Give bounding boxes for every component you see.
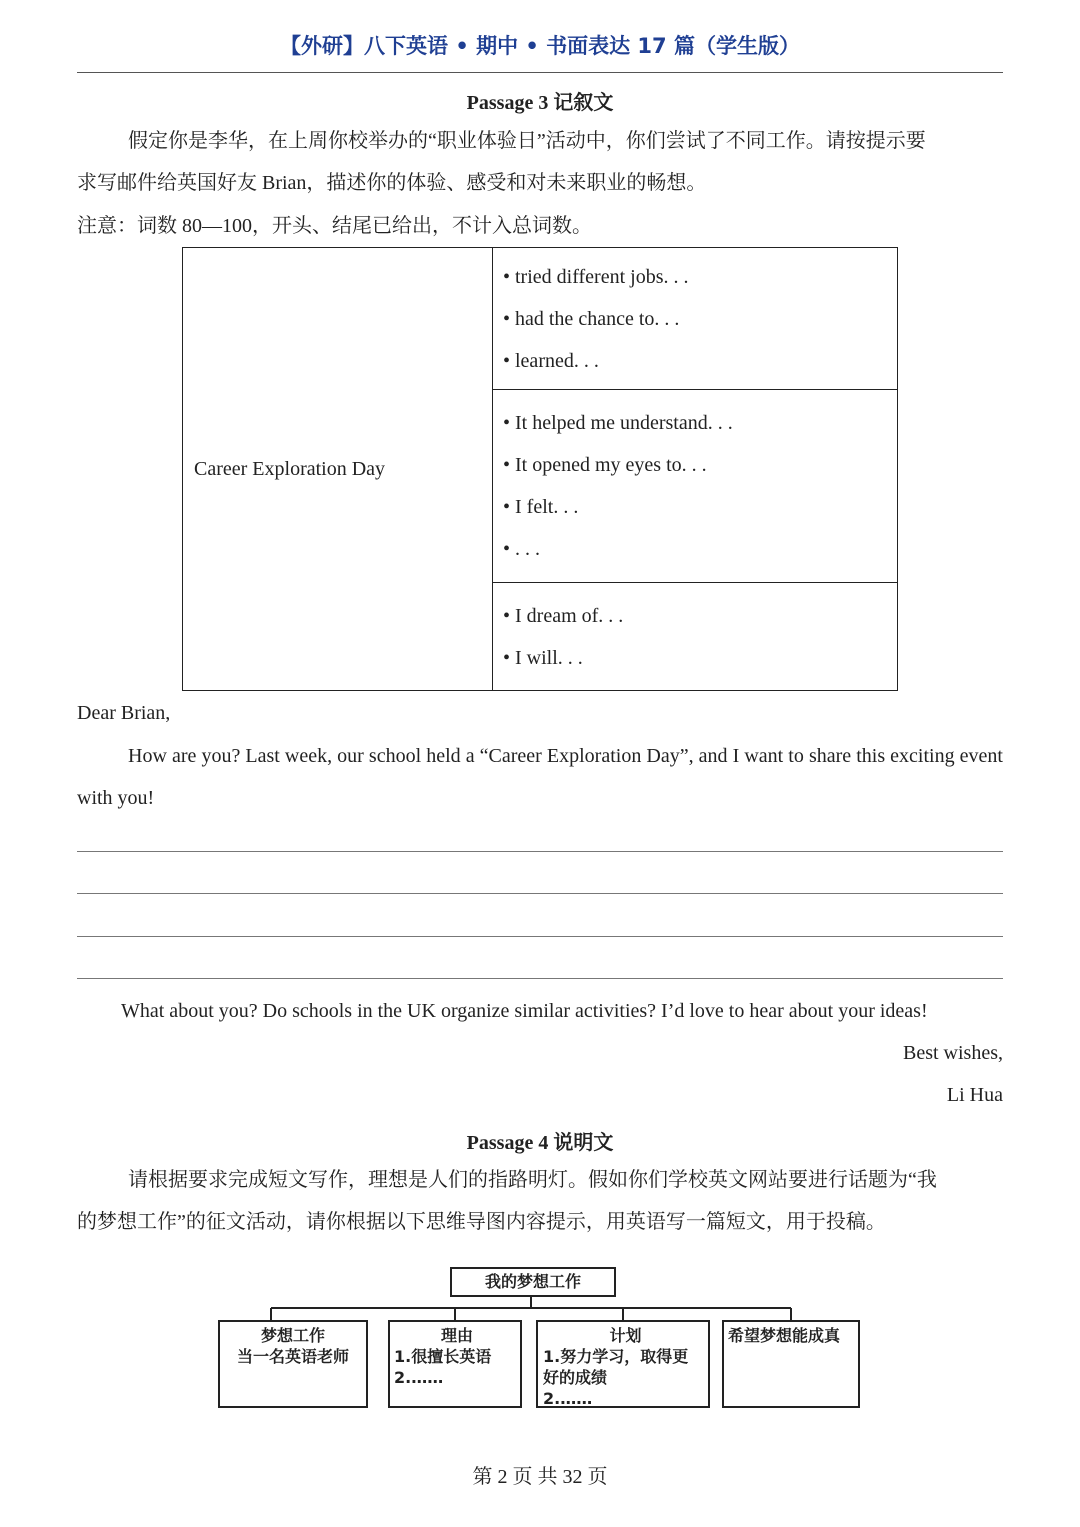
letter-closing: What about you? Do schools in the UK organize similar activities? I’d love to hear about your ideas! [121, 1000, 928, 1022]
passage4-title: Passage 4 说明文 [466, 1132, 614, 1154]
letter-greeting: Dear Brian, [77, 702, 171, 724]
writing-line[interactable] [77, 851, 1003, 852]
table-topic: Career Exploration Day [194, 457, 386, 480]
header-divider [77, 72, 1003, 73]
mind-map-plans [536, 1320, 710, 1408]
table-bullet: • learned. . . [503, 349, 599, 372]
table-bullet: • I will. . . [503, 646, 583, 669]
table-cell-future [493, 583, 898, 691]
mind-map-plans-line3: 2.…… [543, 1389, 593, 1408]
mind-map-reasons [388, 1320, 522, 1408]
mind-map [214, 1264, 866, 1416]
table-cell-experience [493, 248, 898, 390]
mind-map-reasons-title: 理由 [440, 1326, 473, 1345]
passage4-prompt-line2: 的梦想工作”的征文活动，请你根据以下思维导图内容提示，用英语写一篇短文，用于投稿。 [77, 1211, 886, 1233]
table-bullet: • . . . [503, 538, 541, 560]
mind-map-hope [722, 1320, 860, 1408]
mind-map-dream-job-title: 梦想工作 [260, 1326, 325, 1345]
table-bullet: • It opened my eyes to. . . [503, 454, 707, 476]
table-bullet: • I dream of. . . [503, 604, 624, 627]
table-bullet: • had the chance to. . . [503, 307, 680, 330]
table-bullet: • tried different jobs. . . [503, 265, 689, 288]
table-bullet: • I felt. . . [503, 496, 579, 518]
passage3-note: 注意：词数 80—100，开头、结尾已给出，不计入总词数。 [77, 215, 592, 237]
mind-map-hope-text: 希望梦想能成真 [728, 1326, 841, 1345]
passage3-prompt-line1: 假定你是李华，在上周你校举办的“职业体验日”活动中，你们尝试了不同工作。请按提示要 [128, 130, 926, 152]
passage3-prompt-line2: 求写邮件给英国好友 Brian，描述你的体验、感受和对未来职业的畅想。 [77, 172, 707, 194]
writing-line[interactable] [77, 893, 1003, 894]
table-cell-feelings [493, 390, 898, 583]
writing-line[interactable] [77, 936, 1003, 937]
letter-opening: How are you? Last week, our school held a “Career Exploration Day”, and I want to share this exciting event with you! [77, 745, 1003, 809]
mind-map-plans-line2: 好的成绩 [543, 1368, 608, 1387]
table-topic-cell [183, 248, 493, 691]
page-footer: 第 2 页 共 32 页 [472, 1466, 608, 1488]
mind-map-plans-title: 计划 [609, 1326, 642, 1345]
mind-map-dream-job-text: 当一名英语老师 [236, 1347, 349, 1366]
mind-map-plans-line1: 1.努力学习，取得更 [543, 1347, 689, 1366]
letter-signoff: Best wishes, [903, 1042, 1003, 1064]
mind-map-reasons-line1: 1.很擅长英语 [394, 1347, 492, 1366]
mind-map-dream-job [218, 1320, 368, 1408]
writing-line[interactable] [77, 978, 1003, 979]
mind-map-root: 我的梦想工作 [450, 1267, 616, 1297]
passage4-prompt-line1: 请根据要求完成短文写作，理想是人们的指路明灯。假如你们学校英文网站要进行话题为“我 [128, 1169, 937, 1191]
page-header-title: 【外研】八下英语 • 期中 • 书面表达 17 篇（学生版） [280, 34, 800, 58]
letter-signature: Li Hua [946, 1084, 1003, 1106]
passage3-title: Passage 3 记叙文 [466, 92, 614, 114]
mind-map-reasons-line2: 2.…… [394, 1368, 444, 1387]
outline-table [182, 247, 898, 691]
table-bullet: • It helped me understand. . . [503, 412, 733, 434]
